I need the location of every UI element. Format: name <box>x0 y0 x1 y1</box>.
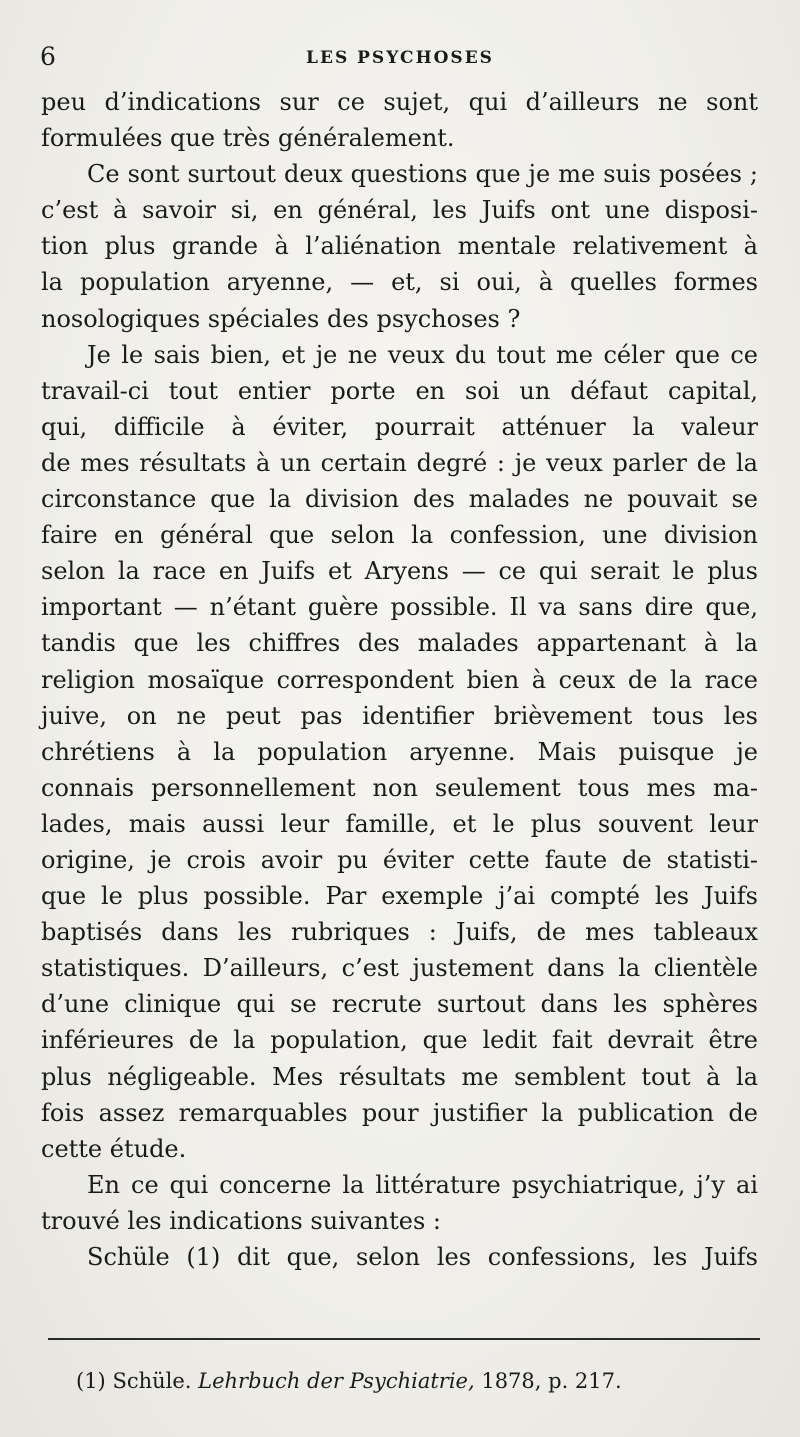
text-line: faire en général que selon la confession, une division <box>41 521 758 550</box>
footnote-details: 1878, p. 217. <box>481 1369 622 1393</box>
footnote-title: Lehrbuch der Psychiatrie, <box>198 1369 475 1393</box>
text-line: travail-ci tout entier porte en soi un défaut capital, <box>41 376 758 405</box>
text-line: d’une clinique qui se recrute surtout dans les sphères <box>41 990 758 1019</box>
footnote-separator <box>48 1338 760 1340</box>
text-line: formulées que très généralement. <box>41 124 455 153</box>
text-line: trouvé les indications suivantes : <box>41 1206 441 1235</box>
text-line: inférieures de la population, que ledit fait devrait être <box>41 1026 758 1055</box>
text-line: circonstance que la division des malades ne pouvait se <box>41 485 758 514</box>
running-head: LES PSYCHOSES <box>306 48 494 68</box>
text-line: nosologiques spéciales des psychoses ? <box>41 304 521 333</box>
text-line: fois assez remarquables pour justifier la publication de <box>41 1098 758 1127</box>
text-line: juive, on ne peut pas identifier brièvement tous les <box>41 701 758 730</box>
text-line: Schüle (1) dit que, selon les confessions, les Juifs <box>87 1243 758 1271</box>
page-header <box>40 42 760 72</box>
text-line: chrétiens à la population aryenne. Mais puisque je <box>41 737 758 766</box>
text-line: cette étude. <box>41 1134 187 1163</box>
text-line: En ce qui concerne la littérature psychiatrique, j’y ai <box>87 1170 758 1199</box>
text-line: baptisés dans les rubriques : Juifs, de mes tableaux <box>41 918 758 947</box>
text-line: statistiques. D’ailleurs, c’est justement dans la clientèle <box>41 954 758 983</box>
text-line: selon la race en Juifs et Aryens — ce qui serait le plus <box>41 557 758 586</box>
text-line: Je le sais bien, et je ne veux du tout me céler que ce <box>87 340 758 369</box>
text-line: que le plus possible. Par exemple j’ai compté les Juifs <box>41 882 758 911</box>
text-line: tandis que les chiffres des malades appartenant à la <box>41 629 758 658</box>
text-line: important — n’étant guère possible. Il va sans dire que, <box>41 593 758 622</box>
footnote <box>76 1366 622 1396</box>
text-line: connais personnellement non seulement tous mes ma- <box>41 773 758 802</box>
text-line: qui, difficile à éviter, pourrait atténuer la valeur <box>41 412 758 441</box>
footnote-marker: (1) <box>76 1369 106 1393</box>
text-line: la population aryenne, — et, si oui, à quelles formes <box>41 268 758 297</box>
text-line: de mes résultats à un certain degré : je veux parler de la <box>41 448 758 477</box>
text-line: Ce sont surtout deux questions que je me suis posées ; <box>87 160 758 189</box>
text-line: c’est à savoir si, en général, les Juifs ont une disposi- <box>41 196 758 225</box>
text-line: lades, mais aussi leur famille, et le plus souvent leur <box>41 809 758 838</box>
text-line: tion plus grande à l’aliénation mentale relativement à <box>41 232 758 261</box>
text-line: peu d’indications sur ce sujet, qui d’ailleurs ne sont <box>41 88 758 116</box>
text-line: religion mosaïque correspondent bien à ceux de la race <box>41 665 758 694</box>
body-text <box>41 84 758 1284</box>
footnote-author: Schüle. <box>112 1369 192 1393</box>
text-line: plus négligeable. Mes résultats me semblent tout à la <box>41 1062 758 1091</box>
page-number: 6 <box>40 42 56 71</box>
text-line: origine, je crois avoir pu éviter cette faute de statisti- <box>41 845 758 874</box>
